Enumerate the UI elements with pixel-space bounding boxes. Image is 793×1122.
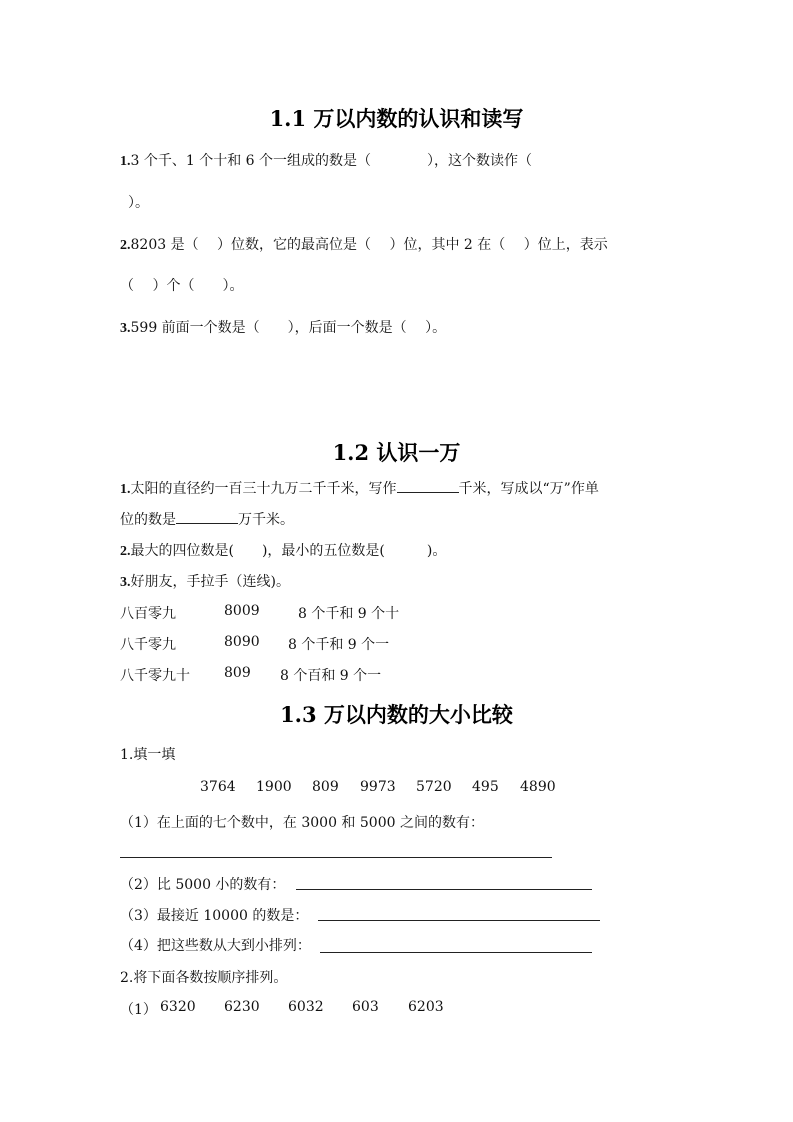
match-middle-1: 8009 bbox=[224, 603, 260, 619]
number-item: 495 bbox=[472, 779, 499, 795]
order-number: 6230 bbox=[224, 999, 260, 1015]
number-item: 809 bbox=[312, 779, 339, 795]
question-text: 3 个千、1 个十和 6 个一组成的数是（ ），这个数读作（ bbox=[130, 153, 533, 169]
question-number: 2. bbox=[120, 238, 131, 253]
match-right-1: 8 个千和 9 个十 bbox=[298, 606, 400, 622]
section-1-2-title: 1.2 认识一万 bbox=[332, 440, 461, 465]
answer-line-1[interactable] bbox=[120, 857, 552, 858]
order-number: 6320 bbox=[160, 999, 196, 1015]
question-1-1-2-continuation: （ ）个（ ）。 bbox=[120, 278, 244, 294]
sub-question-1: （1）在上面的七个数中，在 3000 和 5000 之间的数有： bbox=[120, 815, 484, 831]
question-text: 太阳的直径约一百三十九万二千千米，写作 bbox=[130, 481, 397, 497]
question-text: 千米，写成以“万”作单 bbox=[458, 481, 599, 497]
question-1-1-2 bbox=[120, 234, 608, 254]
order-row-label: （1） bbox=[120, 1002, 157, 1018]
match-left-1: 八百零九 bbox=[120, 606, 176, 622]
question-text: 599 前面一个数是（ ），后面一个数是（ ）。 bbox=[130, 320, 447, 336]
sub-question-2: （2）比 5000 小的数有： bbox=[120, 877, 286, 893]
question-1-2-1 bbox=[120, 478, 599, 498]
answer-line-2[interactable] bbox=[296, 889, 592, 890]
match-right-2: 8 个千和 9 个一 bbox=[288, 637, 390, 653]
question-text: 好朋友，手拉手（连线)。 bbox=[130, 574, 290, 590]
question-1-2-3 bbox=[120, 571, 290, 591]
answer-blank[interactable] bbox=[397, 478, 459, 493]
question-1-3-1-label: 1.填一填 bbox=[120, 747, 176, 763]
number-item: 9973 bbox=[360, 779, 396, 795]
sub-question-3: （3）最接近 10000 的数是： bbox=[120, 908, 309, 924]
number-item: 5720 bbox=[416, 779, 452, 795]
question-1-1-3 bbox=[120, 317, 446, 337]
question-number: 3. bbox=[120, 575, 131, 590]
match-middle-3: 809 bbox=[224, 665, 251, 681]
section-1-1-title: 1.1 万以内数的认识和读写 bbox=[269, 106, 524, 131]
question-text: 最大的四位数是( )，最小的五位数是( )。 bbox=[130, 543, 447, 559]
answer-blank[interactable] bbox=[176, 509, 238, 524]
number-item: 3764 bbox=[200, 779, 236, 795]
question-text: 万千米。 bbox=[238, 512, 294, 528]
question-number: 2. bbox=[120, 544, 131, 559]
question-text: 8203 是（ ）位数，它的最高位是（ ）位，其中 2 在（ ）位上，表示 bbox=[130, 237, 608, 253]
match-left-2: 八千零九 bbox=[120, 637, 176, 653]
number-item: 4890 bbox=[520, 779, 556, 795]
match-right-3: 8 个百和 9 个一 bbox=[280, 668, 382, 684]
order-number: 6203 bbox=[408, 999, 444, 1015]
question-number: 1. bbox=[120, 482, 131, 497]
question-1-1-1 bbox=[120, 150, 532, 170]
question-number: 3. bbox=[120, 321, 131, 336]
order-number: 603 bbox=[352, 999, 379, 1015]
sub-question-4: （4）把这些数从大到小排列： bbox=[120, 938, 311, 954]
answer-line-4[interactable] bbox=[320, 952, 592, 953]
answer-line-3[interactable] bbox=[318, 920, 600, 921]
question-text: 位的数是 bbox=[120, 512, 176, 528]
question-1-3-2-label: 2.将下面各数按顺序排列。 bbox=[120, 970, 288, 986]
number-item: 1900 bbox=[256, 779, 292, 795]
match-middle-2: 8090 bbox=[224, 634, 260, 650]
section-1-3-title: 1.3 万以内数的大小比较 bbox=[280, 702, 513, 727]
question-1-2-2 bbox=[120, 540, 446, 560]
question-1-1-1-continuation: ）。 bbox=[128, 195, 149, 211]
match-left-3: 八千零九十 bbox=[120, 668, 190, 684]
question-1-2-1-continuation bbox=[120, 509, 294, 529]
question-number: 1. bbox=[120, 154, 131, 169]
order-number: 6032 bbox=[288, 999, 324, 1015]
